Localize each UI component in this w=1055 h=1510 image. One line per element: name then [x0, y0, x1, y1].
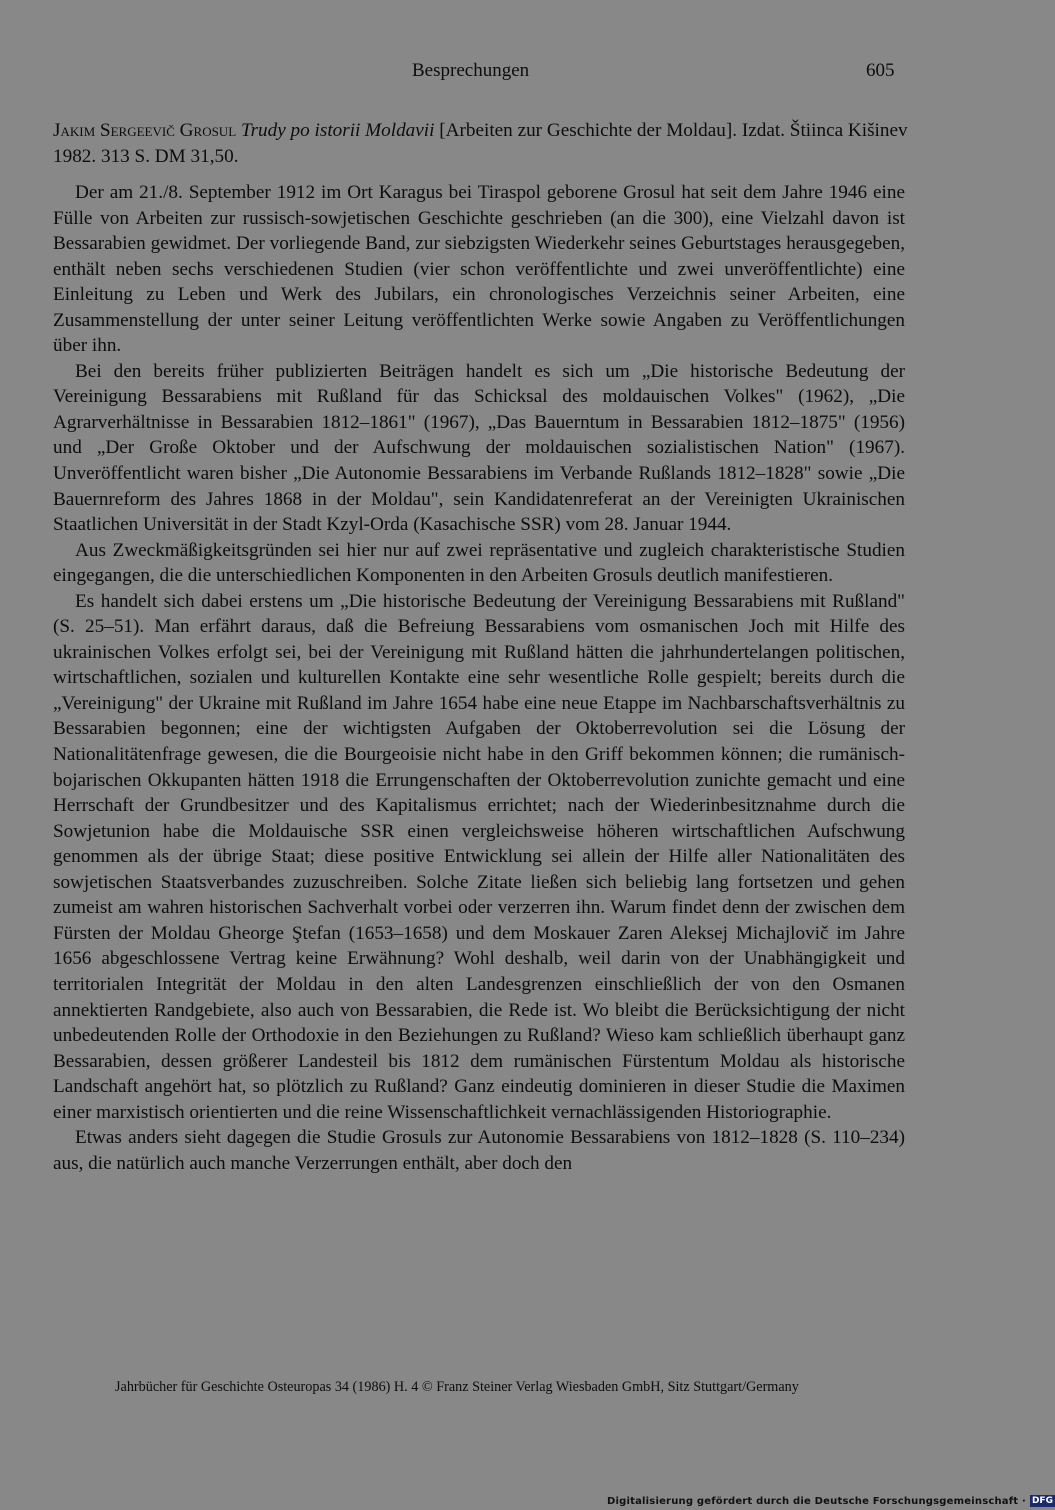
reviewed-book-title: Trudy po istorii Moldavii	[240, 120, 435, 141]
reviewed-author: Jakim Sergeevič Grosul	[53, 120, 237, 141]
bibliographic-entry	[53, 118, 913, 169]
dfg-funding-note	[607, 1494, 1055, 1508]
paragraph-3: Aus Zweckmäßigkeitsgründen sei hier nur auf zwei repräsentative und zugleich charakteristische Studien eingegangen, die die unterschiedlichen Komponenten in den Arbeiten Grosuls deutlich manifestieren.	[53, 539, 905, 587]
page-number: 605	[866, 60, 895, 81]
bibliographic-details: [Arbeiten zur Geschichte der Moldau]. Izdat. Štiinca Kišinev 1982. 313 S. DM 31,50.	[53, 120, 908, 167]
paragraph-5: Etwas anders sieht dagegen die Studie Grosuls zur Autonomie Bessarabiens von 1812–1828 (S. 110–234) aus, die natürlich auch manche Verzerrungen enthält, aber doch den	[53, 1127, 905, 1174]
dfg-logo-icon: DFG	[1031, 1496, 1053, 1506]
running-head	[0, 60, 1000, 88]
paragraph-1: Der am 21./8. September 1912 im Ort Karagus bei Tiraspol geborene Grosul hat seit dem Jahre 1946 eine Fülle von Arbeiten zur russisch-sowjetischen Geschichte geschrieben (an die 300), eine Vielzahl davon ist Bessarabien gewidmet. Der vorliegende Band, zur siebzigsten Wiederkehr seines Geburtstages herausgegeben, enthält neben sechs verschiedenen Studien (vier schon veröffentlichte und zwei unveröffentlichte) eine Einleitung zu Leben und Werk des Jubilars, ein chronologisches Verzeichnis seiner Arbeiten, eine Zusammenstellung der unter seiner Leitung veröffentlichten Werke sowie Angaben zu Veröffentlichungen über ihn.	[53, 182, 905, 357]
journal-footer: Jahrbücher für Geschichte Osteuropas 34 (1986) H. 4 © Franz Steiner Verlag Wiesbaden GmbH, Sitz Stuttgart/Germany	[115, 1379, 799, 1395]
running-title: Besprechungen	[412, 60, 530, 81]
review-body	[53, 180, 905, 1176]
paragraph-4: Es handelt sich dabei erstens um „Die historische Bedeutung der Vereinigung Bessarabiens mit Rußland" (S. 25–51). Man erfährt daraus, daß die Befreiung Bessarabiens vom osmanischen Joch mit Hilfe des ukrainischen Volkes erfolgt sei, bei der Vereinigung mit Rußland hätten die jahrhundertelangen politischen, wirtschaftlichen, sozialen und kulturellen Kontakte eine sehr wesentliche Rolle gespielt; bereits durch die „Vereinigung" der Ukraine mit Rußland im Jahre 1654 habe eine neue Etappe im Nachbarschaftsverhältnis zu Bessarabien begonnen; eine der wichtigsten Aufgaben der Oktoberrevolution sei die Lösung der Nationalitätenfrage gewesen, die die Bourgeoisie nicht habe in den Griff bekommen können; die rumänisch-bojarischen Okkupanten hätten 1918 die Errungenschaften der Oktoberrevolution zunichte gemacht und eine Herrschaft der Grundbesitzer und des Kapitalismus errichtet; nach der Wiederinbesitznahme durch die Sowjetunion habe die Moldauische SSR einen vergleichsweise höheren wirtschaftlichen Aufschwung genommen als der übrige Staat; diese positive Entwicklung sei allein der Hilfe aller Nationalitäten des sowjetischen Staatsverbandes zuzuschreiben. Solche Zitate ließen sich beliebig lang fortsetzen und gehen zumeist am wahren historischen Sachverhalt vorbei oder verzerren ihn. Warum findet denn der zwischen dem Fürsten der Moldau Gheorge Ştefan (1653–1658) und dem Moskauer Zaren Aleksej Michajlovič im Jahre 1656 abgeschlossene Vertrag keine Erwähnung? Wohl deshalb, weil darin von der Unabhängigkeit und territorialen Integrität der Moldau in den alten Landesgrenzen einschließlich der von den Osmanen annektierten Randgebiete, also auch von Bessarabien, die Rede ist. Wo bleibt die Berücksichtigung der nicht unbedeutenden Rolle der Orthodoxie in den Beziehungen zu Rußland? Wieso kam schließlich überhaupt ganz Bessarabien, dessen größerer Landesteil bis 1812 dem rumänischen Fürstentum Moldau als historische Landschaft angehört hat, so plötzlich zu Rußland? Ganz eindeutig dominieren in dieser Studie die Maximen einer marxistisch orientierten und die reine Wissenschaftlichkeit vernachlässigenden Historiographie.	[53, 590, 905, 1123]
dfg-funding-text: Digitalisierung gefördert durch die Deutsche Forschungsgemeinschaft ·	[607, 1495, 1026, 1507]
paragraph-2: Bei den bereits früher publizierten Beiträgen handelt es sich um „Die historische Bedeutung der Vereinigung Bessarabiens mit Rußland für das Schicksal des moldauischen Volkes" (1962), „Die Agrarverhältnisse in Bessarabien 1812–1861" (1967), „Das Bauerntum in Bessarabien 1812–1875" (1956) und „Der Große Oktober und der Aufschwung der moldauischen sozialistischen Nation" (1967). Unveröffentlicht waren bisher „Die Autonomie Bessarabiens im Verbande Rußlands 1812–1828" sowie „Die Bauernreform des Jahres 1868 in der Moldau", sein Kandidatenreferat an der Vereinigten Ukrainischen Staatlichen Universität in der Stadt Kzyl-Orda (Kasachische SSR) vom 28. Januar 1944.	[53, 360, 905, 536]
